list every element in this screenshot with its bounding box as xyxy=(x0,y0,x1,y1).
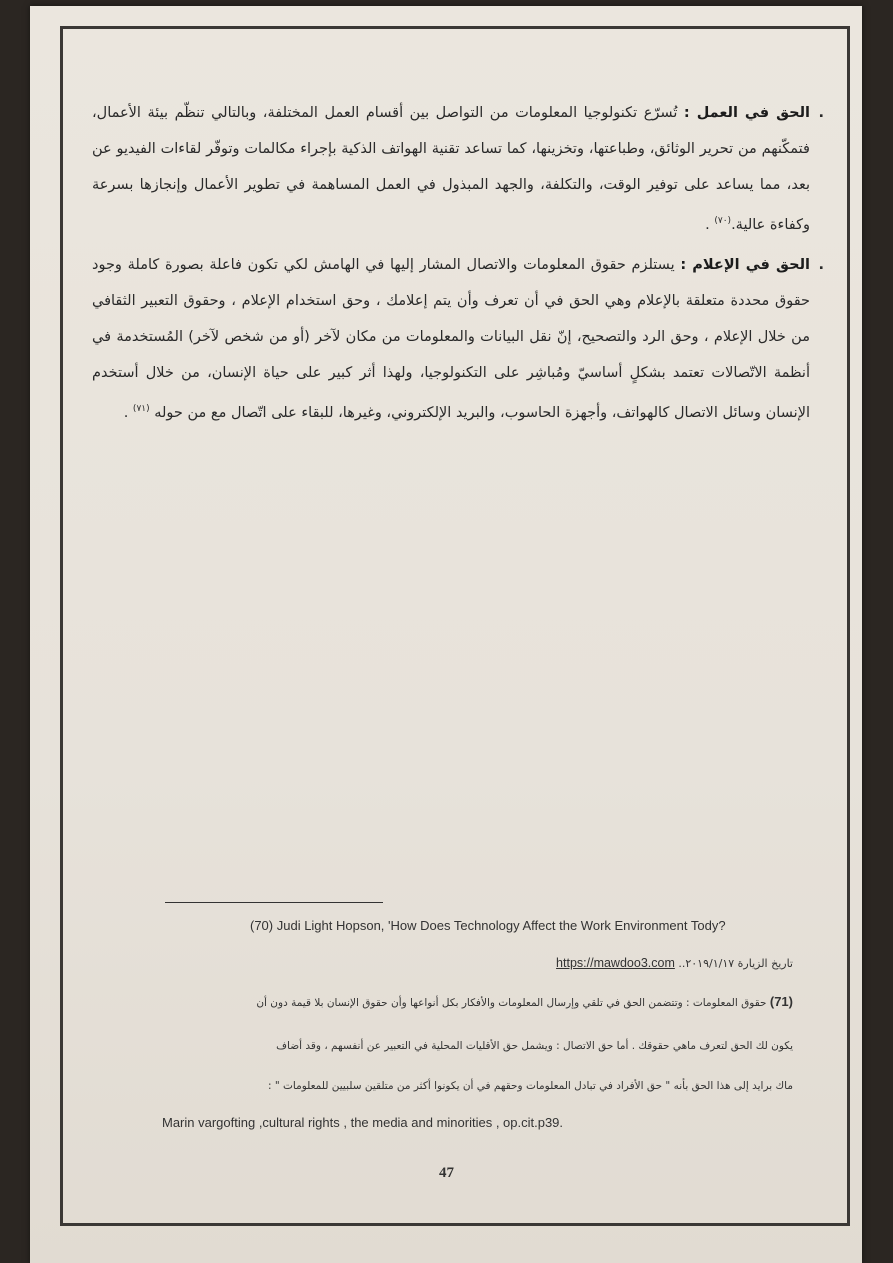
heading-right-to-media: الحق في الإعلام : xyxy=(680,256,810,273)
bullet: . xyxy=(818,256,824,273)
footnote-ref-71: (٧١) xyxy=(132,403,150,414)
footnote-71-number: (71) xyxy=(769,994,793,1009)
paragraph-right-to-media xyxy=(92,247,824,431)
page-number: 47 xyxy=(439,1165,454,1181)
footnote-70-link[interactable]: https://mawdoo3.com xyxy=(556,956,675,970)
visit-date: تاريخ الزيارة ٢٠١٩/١/١٧.. xyxy=(678,957,793,970)
period: . xyxy=(705,216,715,233)
footnote-70-visit-date xyxy=(373,956,793,970)
paragraph-text: تُسرّع تكنولوجيا المعلومات من التواصل بين أقسام العمل المختلفة، وبالتالي تنظّم بيئة الأعمال، فتمكّنهم من تحرير الوثائق، وطباعتها، وتخزينها، كما تساعد تقنية الهواتف الذكية بإجراء مكالمات وتوفّر لقاءات الفيديو عن بعد، مما يساعد على توفير الوقت، والتكلفة، والجهد المبذول في العمل المساهمة في تطوير الأعمال وإنجازها بسرعة وكفاءة عالية. xyxy=(92,105,810,233)
period: . xyxy=(123,404,133,421)
footnote-separator xyxy=(165,902,383,903)
main-text xyxy=(92,95,824,435)
footnote-71-line-3: ماك برايد إلى هذا الحق بأنه " حق الأفراد في تبادل المعلومات وحقهم في أن يكونوا أكثر من متلقين سلبيين للمعلومات " : xyxy=(267,1080,793,1092)
footnote-71-line-1 xyxy=(103,994,793,1009)
footnote-71-citation: Marin vargofting ,cultural rights , the media and minorities , op.cit.p39. xyxy=(162,1115,564,1130)
heading-right-to-work: الحق في العمل : xyxy=(683,105,811,121)
footnote-text: حقوق المعلومات : وتتضمن الحق في تلقي وإرسال المعلومات والأفكار بكل أنواعها وأن حقوق الإنسان بلا قيمة دون أن xyxy=(256,997,767,1009)
footnote-71-line-2: يكون لك الحق لتعرف ماهي حقوقك . أما حق الاتصال : ويشمل حق الأقليات المحلية في التعبير عن أنفسهم ، وقد أضاف xyxy=(276,1040,793,1052)
footnote-ref-70: (٧٠) xyxy=(714,216,732,226)
footnote-70-citation: (70) Judi Light Hopson, 'How Does Technology Affect the Work Environment Tody? xyxy=(250,918,726,933)
paragraph-text: يستلزم حقوق المعلومات والاتصال المشار إليها في الهامش لكي تكون فاعلة بصورة كاملة وجود حقوق محددة متعلقة بالإعلام وهي الحق في أن تعرف وأن يتم إعلامك ، وحق استخدام الإعلام ، وحقوق التعبير الثقافي من خلال الإعلام ، وحق الرد والتصحيح، إنّ نقل البيانات والمعلومات من مكان لآخر (أو من شخص لآخر) المُستخدمة في أنظمة الاتّصالات تعتمد بشكلٍ أساسيّ ومُباشِر على التكنولوجيا، ولهذا أثر كبير على حياة الإنسان، من خلال أستخدم الإنسان وسائل الاتصال كالهواتف، وأجهزة الحاسوب، والبريد الإلكتروني، وغيرها، للبقاء على اتّصال مع من حوله xyxy=(92,256,810,421)
bullet: . xyxy=(818,105,824,121)
paragraph-right-to-work xyxy=(92,95,824,243)
